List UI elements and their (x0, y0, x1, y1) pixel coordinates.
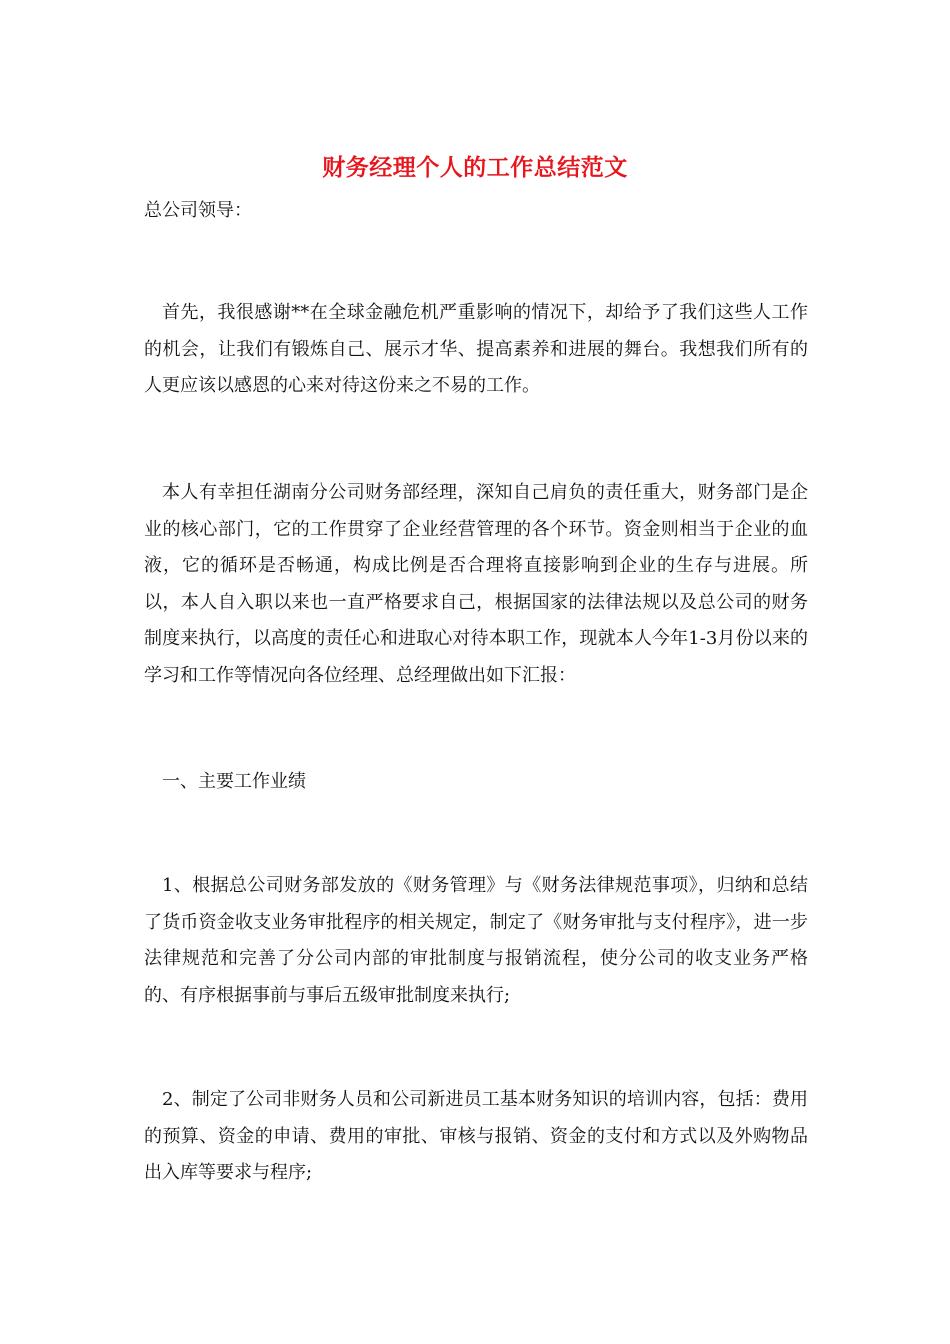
list-item: 2、制定了公司非财务人员和公司新进员工基本财务知识的培训内容，包括：费用的预算、资金的申请、费用的审批、审核与报销、资金的支付和方式以及外购物品出入库等要求与程序; (144, 1089, 808, 1183)
document-title: 财务经理个人的工作总结范文 (322, 154, 628, 181)
section-heading: 一、主要工作业绩 (162, 771, 306, 792)
paragraph-gratitude: 首先，我很感谢**在全球金融危机严重影响的情况下，却给予了我们这些人工作的机会，让我们有锻炼自己、展示才华、提高素养和进展的舞台。我想我们所有的人更应该以感恩的心来对待这份来之不易的工作。 (144, 302, 808, 396)
list-item: 1、根据总公司财务部发放的《财务管理》与《财务法律规范事项》，归纳和总结了货币资金收支业务审批程序的相关规定，制定了《财务审批与支付程序》，进一步法律规范和完善了分公司内部的审批制度与报销流程，使分公司的收支业务严格的、有序根据事前与事后五级审批制度来执行; (144, 875, 808, 1006)
salutation: 总公司领导： (144, 200, 252, 221)
paragraph-introduction: 本人有幸担任湖南分公司财务部经理，深知自己肩负的责任重大，财务部门是企业的核心部门，它的工作贯穿了企业经营管理的各个环节。资金则相当于企业的血液，它的循环是否畅通，构成比例是否合理将直接影响到企业的生存与进展。所以，本人自入职以来也一直严格要求自己，根据国家的法律法规以及总公司的财务制度来执行，以高度的责任心和进取心对待本职工作，现就本人今年1-3月份以来的学习和工作等情况向各位经理、总经理做出如下汇报： (144, 482, 808, 686)
